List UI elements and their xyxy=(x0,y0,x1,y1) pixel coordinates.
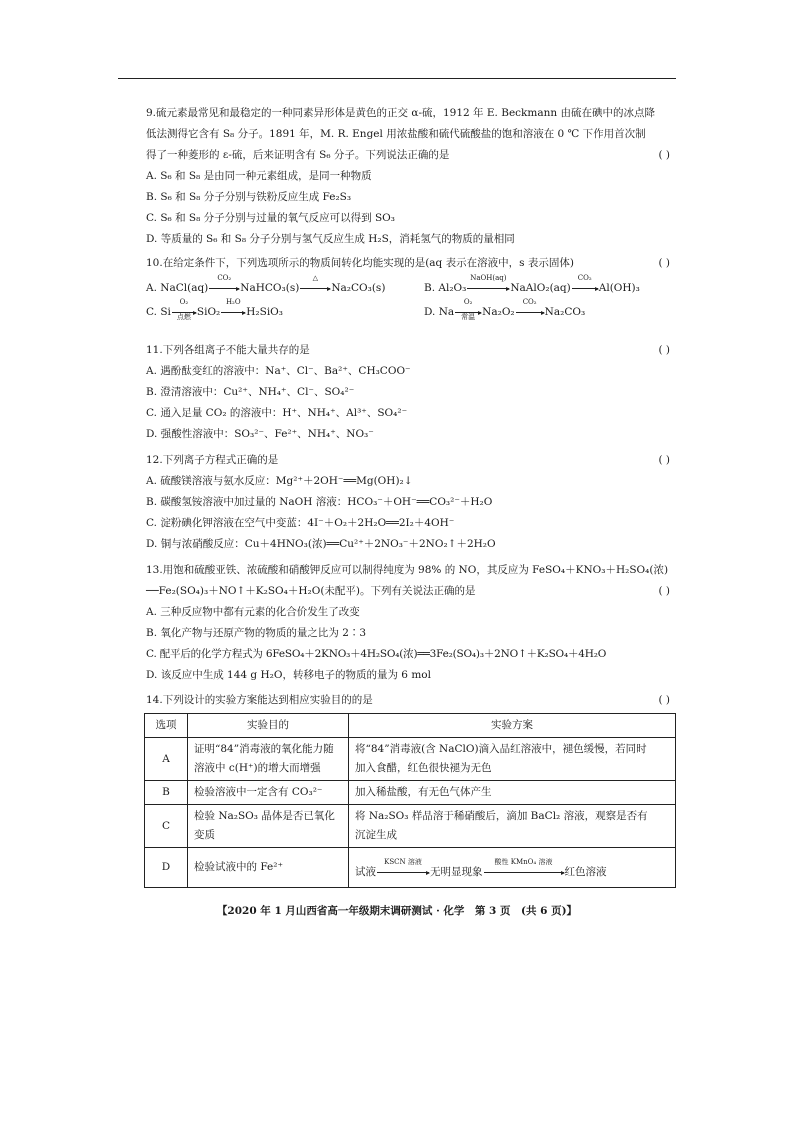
q11-stem xyxy=(146,340,676,361)
cell-line: 加入稀盐酸，有无色气体产生 xyxy=(355,786,492,798)
q9-option-d: D. 等质量的 S₆ 和 S₈ 分子分别与氢气反应生成 H₂S，消耗氢气的物质的量相同 xyxy=(146,233,515,245)
reactant: D. Na xyxy=(424,306,455,318)
answer-paren: ( ) xyxy=(658,149,670,161)
q9-option-c: C. S₆ 和 S₈ 分子分别与过量的氧气反应可以得到 SO₃ xyxy=(146,212,395,224)
cell-line: 证明“84”消毒液的氧化能力随 xyxy=(194,743,334,755)
q12-option-b: B. 碳酸氢铵溶液中加过量的 NaOH 溶液：HCO₃⁻＋OH⁻══CO₃²⁻＋H₂O xyxy=(146,496,493,508)
reactant: A. NaCl(aq) xyxy=(146,282,209,294)
intermediate: Na₂O₂ xyxy=(482,306,515,318)
q12-option-d: D. 铜与浓硝酸反应：Cu＋4HNO₃(浓)══Cu²⁺＋2NO₃⁻＋2NO₂↑＋2H₂O xyxy=(146,538,496,550)
q9-option-b: B. S₆ 和 S₈ 分子分别与铁粉反应生成 Fe₂S₃ xyxy=(146,191,352,203)
option-cell: D xyxy=(145,848,188,888)
cell-line: 检验 Na₂SO₃ 晶体是否已氧化 xyxy=(194,810,335,822)
cell-line: 检验溶液中一定含有 CO₃²⁻ xyxy=(194,786,323,798)
cell-line: 溶液中 c(H⁺)的增大而增强 xyxy=(194,762,321,774)
option-cell: C xyxy=(145,805,188,848)
table-header: 实验方案 xyxy=(349,714,676,738)
arrow-condition: △ xyxy=(312,274,319,282)
table-row xyxy=(145,848,676,888)
product: H₂SiO₃ xyxy=(246,306,284,318)
q10-option-d xyxy=(424,298,586,323)
reaction-arrow xyxy=(377,858,429,873)
q12-option-c: C. 淀粉碘化钾溶液在空气中变蓝：4I⁻＋O₂＋2H₂O══2I₂＋4OH⁻ xyxy=(146,517,455,529)
q11-option-a: A. 遇酚酞变红的溶液中：Na⁺、Cl⁻、Ba²⁺、CH₃COO⁻ xyxy=(146,365,411,377)
q13-option-c: C. 配平后的化学方程式为 6FeSO₄＋2KNO₃＋4H₂SO₄(浓)══3Fe₂(SO₄)₃＋2NO↑＋K₂SO₄＋4H₂O xyxy=(146,648,607,660)
answer-paren: ( ) xyxy=(658,694,670,706)
intermediate: 无明显现象 xyxy=(430,866,483,878)
plan-cell xyxy=(349,848,676,888)
question-13 xyxy=(146,560,676,686)
purpose-cell xyxy=(188,738,349,781)
answer-paren: ( ) xyxy=(658,344,670,356)
purpose-cell xyxy=(188,781,349,805)
q14-stem xyxy=(146,690,676,711)
arrow-condition: NaOH(aq) xyxy=(470,274,507,282)
q9-line: 低法测得它含有 S₈ 分子。1891 年，M. R. Engel 用浓盐酸和硫代硫酸盐的饱和溶液在 0 ℃ 下作用首次制 xyxy=(146,128,646,140)
answer-paren: ( ) xyxy=(658,585,670,597)
q12-stem xyxy=(146,450,676,471)
question-12 xyxy=(146,450,676,555)
q11-option-d: D. 强酸性溶液中：SO₃²⁻、Fe²⁺、NH₄⁺、NO₃⁻ xyxy=(146,428,374,440)
q11-option-b: B. 澄清溶液中：Cu²⁺、NH₄⁺、Cl⁻、SO₄²⁻ xyxy=(146,386,355,398)
q10-option-c xyxy=(146,298,284,323)
cell-line: 将 Na₂SO₃ 样品溶于稀硝酸后，滴加 BaCl₂ 溶液，观察是否有 xyxy=(355,810,648,822)
q13-option-d: D. 该反应中生成 144 g H₂O，转移电子的物质的量为 6 mol xyxy=(146,669,431,681)
table-row xyxy=(145,805,676,848)
q10-row-cd xyxy=(146,298,676,328)
reaction-arrow xyxy=(172,298,196,321)
q11-option-c: C. 通入足量 CO₂ 的溶液中：H⁺、NH₄⁺、Al³⁺、SO₄²⁻ xyxy=(146,407,408,419)
product: Na₂CO₃(s) xyxy=(331,282,386,294)
cell-line: 变质 xyxy=(194,829,215,841)
reaction-arrow xyxy=(221,298,245,313)
q12-option-a: A. 硫酸镁溶液与氨水反应：Mg²⁺＋2OH⁻══Mg(OH)₂↓ xyxy=(146,475,413,487)
q13-line-text: ──Fe₂(SO₄)₃＋NO↑＋K₂SO₄＋H₂O(未配平)。下列有关说法正确的是 xyxy=(146,585,476,597)
option-cell: B xyxy=(145,781,188,805)
table-header: 实验目的 xyxy=(188,714,349,738)
product: Al(OH)₃ xyxy=(598,282,640,294)
q10-row-ab xyxy=(146,274,676,298)
q11-stem-text: 11.下列各组离子不能大量共存的是 xyxy=(146,344,310,356)
cell-line: 将“84”消毒液(含 NaClO)滴入品红溶液中，褪色缓慢，若同时 xyxy=(355,743,647,755)
q14-stem-text: 14.下列设计的实验方案能达到相应实验目的的是 xyxy=(146,694,373,706)
reactant: B. Al₂O₃ xyxy=(424,282,467,294)
cell-line: 加入食醋，红色很快褪为无色 xyxy=(355,762,492,774)
purpose-cell xyxy=(188,805,349,848)
reaction-arrow xyxy=(516,298,544,313)
reaction-arrow xyxy=(572,274,598,289)
intermediate: NaHCO₃(s) xyxy=(240,282,300,294)
arrow-condition-below: 点燃 xyxy=(176,313,191,321)
q9-option-a: A. S₆ 和 S₈ 是由同一种元素组成，是同一种物质 xyxy=(146,170,372,182)
cell-line: 沉淀生成 xyxy=(355,829,397,841)
reaction-arrow xyxy=(455,298,481,321)
option-cell: A xyxy=(145,738,188,781)
q13-line xyxy=(146,581,676,602)
header-rule xyxy=(118,78,676,79)
page-footer: 【2020 年 1 月山西省高一年级期末调研测试 · 化学 第 3 页 (共 6 页)】 xyxy=(216,905,578,917)
answer-paren: ( ) xyxy=(658,454,670,466)
arrow-condition: 酸性 KMnO₄ 溶液 xyxy=(494,858,553,866)
question-10 xyxy=(146,253,676,328)
q10-option-a xyxy=(146,274,386,299)
question-14 xyxy=(146,690,676,711)
intermediate: NaAlO₂(aq) xyxy=(510,282,571,294)
reactant: 试液 xyxy=(355,866,376,878)
product: 红色溶液 xyxy=(564,866,607,878)
table-header-row xyxy=(145,714,676,738)
arrow-condition: KSCN 溶液 xyxy=(384,858,422,866)
reactant: C. Si xyxy=(146,306,171,318)
reaction-arrow xyxy=(209,274,239,289)
q9-line xyxy=(146,145,676,166)
q10-stem-text: 10.在给定条件下，下列选项所示的物质间转化均能实现的是(aq 表示在溶液中，s 表示固体) xyxy=(146,257,574,269)
plan-cell xyxy=(349,805,676,848)
q12-stem-text: 12.下列离子方程式正确的是 xyxy=(146,454,279,466)
table-row xyxy=(145,738,676,781)
arrow-condition: H₂O xyxy=(225,298,241,306)
arrow-condition: O₂ xyxy=(463,298,473,306)
q9-line: 9.硫元素最常见和最稳定的一种同素异形体是黄色的正交 α-硫，1912 年 E. Beckmann 由硫在碘中的冰点降 xyxy=(146,107,655,119)
table-header: 选项 xyxy=(145,714,188,738)
q13-option-b: B. 氧化产物与还原产物的物质的量之比为 2∶3 xyxy=(146,627,367,639)
q10-option-b xyxy=(424,274,640,299)
q13-line: 13.用饱和硫酸亚铁、浓硫酸和硝酸钾反应可以制得纯度为 98% 的 NO，其反应为 FeSO₄＋KNO₃＋H₂SO₄(浓) xyxy=(146,564,669,576)
experiment-table xyxy=(144,713,676,888)
reaction-arrow xyxy=(467,274,509,289)
arrow-condition: CO₂ xyxy=(577,274,592,282)
cell-line: 检验试液中的 Fe²⁺ xyxy=(194,861,284,873)
intermediate: SiO₂ xyxy=(196,306,221,318)
plan-cell xyxy=(349,738,676,781)
reaction-arrow xyxy=(300,274,330,289)
q10-stem xyxy=(146,253,676,274)
purpose-cell xyxy=(188,848,349,888)
question-9 xyxy=(146,103,676,250)
q9-line-text: 得了一种菱形的 ε-硫，后来证明含有 S₆ 分子。下列说法正确的是 xyxy=(146,149,450,161)
table-row xyxy=(145,781,676,805)
arrow-condition-below: 常温 xyxy=(461,313,476,321)
answer-paren: ( ) xyxy=(658,257,670,269)
reaction-arrow xyxy=(484,858,564,873)
arrow-condition: O₂ xyxy=(179,298,189,306)
product: Na₂CO₃ xyxy=(544,306,586,318)
plan-cell xyxy=(349,781,676,805)
arrow-condition: CO₂ xyxy=(522,298,537,306)
arrow-condition: CO₂ xyxy=(217,274,232,282)
question-11 xyxy=(146,340,676,445)
q13-option-a: A. 三种反应物中都有元素的化合价发生了改变 xyxy=(146,606,360,618)
